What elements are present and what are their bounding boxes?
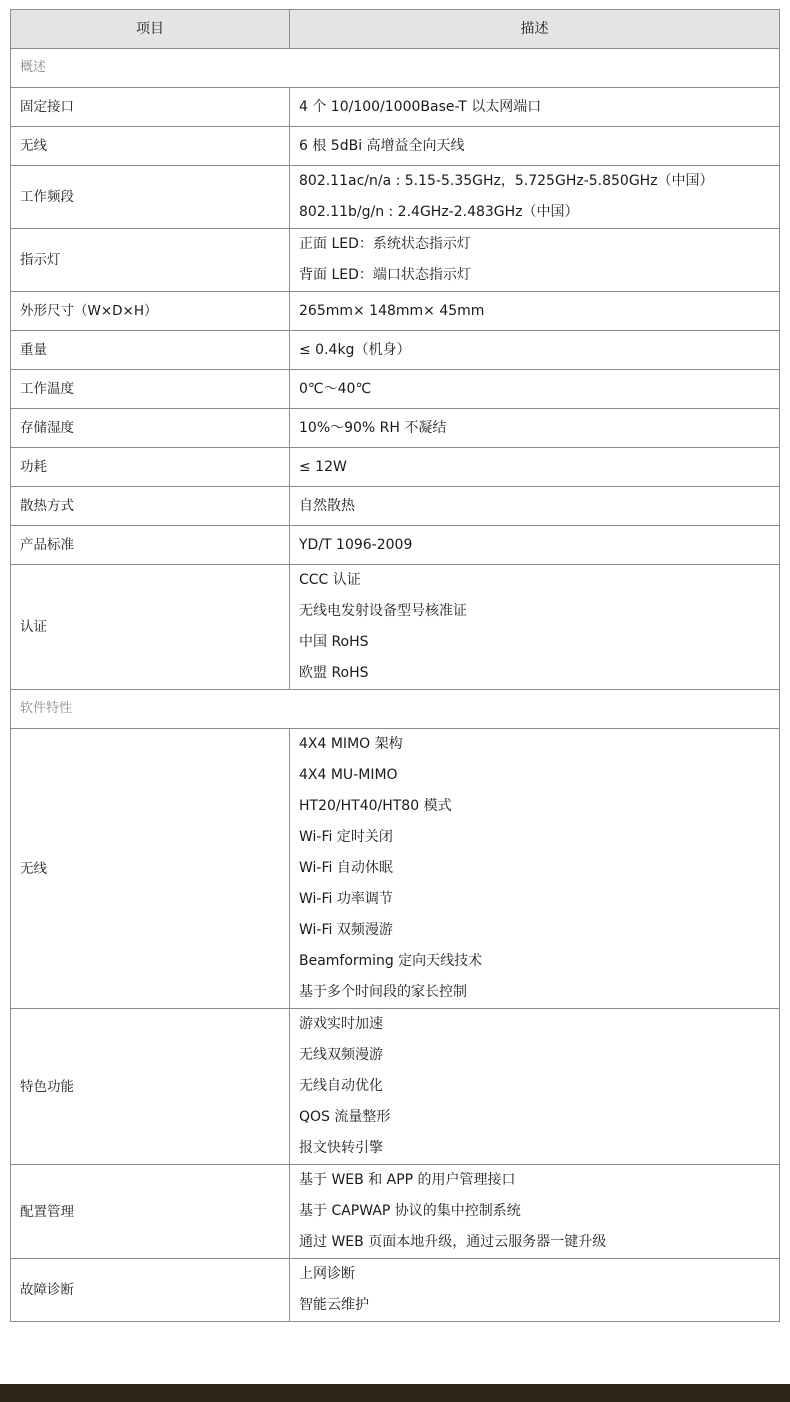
value-line: Beamforming 定向天线技术 [299, 953, 483, 969]
value-line: 无线自动优化 [299, 1078, 383, 1094]
row-key: 固定接口 [11, 88, 290, 127]
value-line: CCC 认证 [299, 572, 361, 588]
row-value [290, 229, 780, 292]
row-key: 认证 [11, 565, 290, 690]
value-line: 欧盟 RoHS [299, 665, 369, 681]
value-line: 自然散热 [299, 497, 355, 514]
value-line: 10%～90% RH 不凝结 [299, 419, 447, 436]
value-line: ≤ 12W [299, 458, 347, 475]
section-title: 概述 [11, 49, 780, 88]
row-key: 指示灯 [11, 229, 290, 292]
row-value [290, 729, 780, 1009]
value-line: 无线电发射设备型号核准证 [299, 603, 467, 619]
value-line: 游戏实时加速 [299, 1016, 383, 1032]
row-value [290, 166, 780, 229]
row-key: 工作温度 [11, 370, 290, 409]
value-line: Wi-Fi 自动休眠 [299, 860, 393, 876]
row-key: 无线 [11, 729, 290, 1009]
value-line: 报文快转引擎 [299, 1140, 383, 1156]
table-row [11, 729, 780, 1009]
row-key: 功耗 [11, 448, 290, 487]
row-value [290, 370, 780, 409]
table-row [11, 526, 780, 565]
spec-table [10, 9, 780, 1322]
row-key: 工作频段 [11, 166, 290, 229]
value-line: 无线双频漫游 [299, 1047, 383, 1063]
row-key: 外形尺寸（W×D×H） [11, 292, 290, 331]
row-value [290, 565, 780, 690]
table-row [11, 229, 780, 292]
value-line: YD/T 1096-2009 [299, 536, 413, 553]
table-row [11, 1009, 780, 1165]
table-row [11, 1259, 780, 1322]
section-row [11, 49, 780, 88]
header-item: 项目 [11, 10, 290, 49]
value-line: Wi-Fi 功率调节 [299, 891, 393, 907]
value-line: 正面 LED：系统状态指示灯 [299, 236, 471, 252]
value-line: 基于多个时间段的家长控制 [299, 984, 467, 1000]
row-value [290, 88, 780, 127]
row-value [290, 1165, 780, 1259]
row-value [290, 292, 780, 331]
row-value [290, 409, 780, 448]
row-value [290, 526, 780, 565]
table-row [11, 565, 780, 690]
row-value [290, 448, 780, 487]
row-key: 散热方式 [11, 487, 290, 526]
value-line: 4X4 MU-MIMO [299, 767, 398, 783]
section-title: 软件特性 [11, 690, 780, 729]
row-key: 无线 [11, 127, 290, 166]
table-header-row [11, 10, 780, 49]
value-line: 智能云维护 [299, 1297, 369, 1313]
row-key: 产品标准 [11, 526, 290, 565]
value-line: 265mm× 148mm× 45mm [299, 302, 485, 319]
table-row [11, 331, 780, 370]
section-row [11, 690, 780, 729]
value-line: 802.11ac/n/a : 5.15-5.35GHz，5.725GHz-5.850GHz（中国） [299, 173, 714, 189]
row-key: 特色功能 [11, 1009, 290, 1165]
row-key: 配置管理 [11, 1165, 290, 1259]
header-desc: 描述 [290, 10, 780, 49]
row-key: 重量 [11, 331, 290, 370]
value-line: 6 根 5dBi 高增益全向天线 [299, 137, 465, 154]
value-line: Wi-Fi 定时关闭 [299, 829, 393, 845]
value-line: 通过 WEB 页面本地升级，通过云服务器一键升级 [299, 1234, 607, 1250]
value-line: 4X4 MIMO 架构 [299, 736, 403, 752]
table-row [11, 487, 780, 526]
row-key: 故障诊断 [11, 1259, 290, 1322]
table-row [11, 292, 780, 331]
value-line: QOS 流量整形 [299, 1109, 391, 1125]
value-line: 上网诊断 [299, 1266, 355, 1282]
value-line: 基于 CAPWAP 协议的集中控制系统 [299, 1203, 521, 1219]
table-body [11, 49, 780, 1322]
table-row [11, 166, 780, 229]
footer-bar [0, 1384, 790, 1402]
table-row [11, 409, 780, 448]
table-row [11, 370, 780, 409]
row-value [290, 1259, 780, 1322]
row-value [290, 331, 780, 370]
value-line: 4 个 10/100/1000Base-T 以太网端口 [299, 98, 542, 115]
value-line: Wi-Fi 双频漫游 [299, 922, 393, 938]
value-line: 802.11b/g/n : 2.4GHz-2.483GHz（中国） [299, 204, 579, 220]
table-row [11, 127, 780, 166]
value-line: 基于 WEB 和 APP 的用户管理接口 [299, 1172, 516, 1188]
row-value [290, 127, 780, 166]
value-line: 背面 LED：端口状态指示灯 [299, 267, 471, 283]
value-line: 0℃～40℃ [299, 380, 372, 397]
row-value [290, 487, 780, 526]
value-line: HT20/HT40/HT80 模式 [299, 798, 452, 814]
value-line: 中国 RoHS [299, 634, 369, 650]
table-row [11, 448, 780, 487]
table-row [11, 1165, 780, 1259]
table-row [11, 88, 780, 127]
row-key: 存储湿度 [11, 409, 290, 448]
row-value [290, 1009, 780, 1165]
value-line: ≤ 0.4kg（机身） [299, 341, 411, 358]
